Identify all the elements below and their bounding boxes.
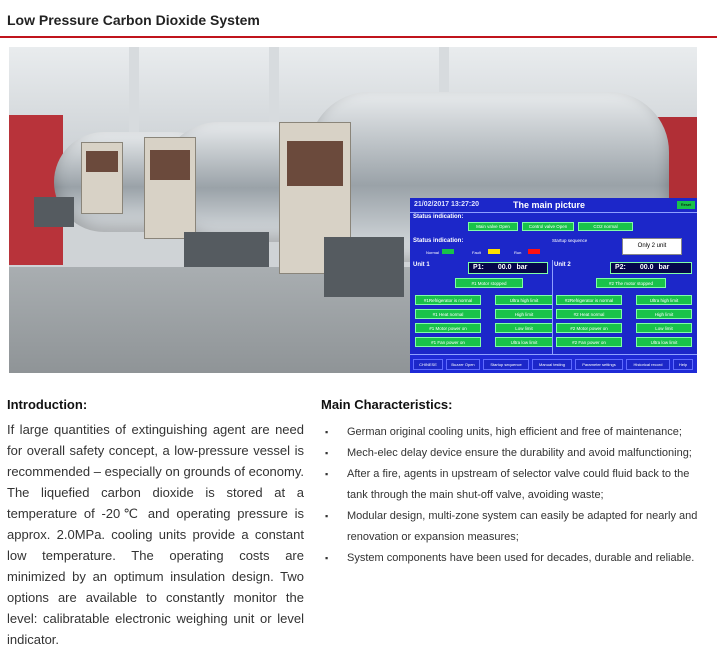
control-cabinet [144,137,196,239]
unit1-heat-status[interactable]: #1 Heat normal [415,309,481,319]
unit1-p-unit: bar [516,264,528,271]
bullet-icon: ▪ [325,448,329,458]
unit1-refrigerator-status[interactable]: #1Refrigerator is normal [415,295,481,305]
legend-normal-swatch [442,249,454,254]
unit1-p-value: 00.0 [497,264,512,271]
bullet-icon: ▪ [325,553,329,563]
status-indication-label-2: Status indication: [413,238,464,244]
list-item-text: German original cooling units, high efficient and free of maintenance; [347,426,682,438]
unit2-motor-status[interactable]: #2 The motor stopped [596,278,666,288]
cooling-unit [34,197,74,227]
legend-fault-label: Fault [472,250,481,255]
unit2-p-label: P2: [615,264,626,271]
characteristics-heading: Main Characteristics: [321,397,453,412]
parameter-settings-button[interactable]: Parameter settings [575,359,623,370]
unit1-ultra-low-limit[interactable]: Ultra low limit [495,337,553,347]
legend-normal-label: Normal [426,250,439,255]
list-item-text: Mech-elec delay device ensure the durability and avoid malfunctioning; [347,447,692,459]
unit2-p-unit: bar [658,264,670,271]
bullet-icon: ▪ [325,511,329,521]
historical-record-button[interactable]: Historical record [626,359,670,370]
list-item [321,506,701,548]
chinese-button[interactable]: CHINESE [413,359,443,370]
list-item-text: System components have been used for decades, durable and reliable. [347,552,695,564]
title-divider [0,36,717,38]
unit1-fan-power[interactable]: #1 Fan power on [415,337,481,347]
unit1-ultra-high-limit[interactable]: Ultra high limit [495,295,553,305]
unit2-motor-power[interactable]: #2 Motor power on [556,323,622,333]
hmi-footer [410,354,697,373]
unit2-ultra-low-limit[interactable]: Ultra low limit [636,337,692,347]
control-valve-status[interactable]: Control valve Open [522,222,574,231]
unit1-high-limit[interactable]: High limit [495,309,553,319]
hmi-screen [410,198,697,373]
startup-sequence-button[interactable]: Startup sequence [483,359,529,370]
main-valve-status[interactable]: Main valve Open [468,222,518,231]
list-item-text: After a fire, agents in upstream of selector valve could fluid back to the tank through the main shut-off valve, avoiding waste; [347,468,690,501]
legend-run-swatch [528,249,540,254]
cooling-unit [324,237,404,297]
unit2-ultra-high-limit[interactable]: Ultra high limit [636,295,692,305]
reset-button[interactable]: Reset [677,201,695,209]
hmi-header [410,198,697,213]
co2-status[interactable]: CO2 normal [578,222,633,231]
control-cabinet [81,142,123,214]
unit1-low-limit[interactable]: Low limit [495,323,553,333]
list-item [321,422,701,443]
only-unit-display[interactable]: Only 2 unit [622,238,682,255]
unit1-label: Unit 1 [413,262,430,268]
unit2-pressure [610,262,692,274]
unit1-motor-power[interactable]: #1 Motor power on [415,323,481,333]
legend-fault-swatch [488,249,500,254]
intro-heading: Introduction: [7,397,88,412]
characteristics-list [321,422,701,569]
list-item [321,443,701,464]
unit1-pressure [468,262,548,274]
hmi-title: The main picture [513,200,586,210]
unit2-low-limit[interactable]: Low limit [636,323,692,333]
help-button[interactable]: Help [673,359,693,370]
bullet-icon: ▪ [325,427,329,437]
page-title: Low Pressure Carbon Dioxide System [7,12,260,28]
unit2-fan-power[interactable]: #2 Fan power on [556,337,622,347]
list-item-text: Modular design, multi-zone system can easily be adapted for nearly and renovation or expansion measures; [347,510,698,543]
manual-testing-button[interactable]: Manual testing [532,359,572,370]
startup-sequence-label: Startup sequence [552,238,588,243]
hmi-datetime: 21/02/2017 13:27:20 [414,201,479,208]
unit2-heat-status[interactable]: #2 Heat normal [556,309,622,319]
unit2-refrigerator-status[interactable]: #2Refrigerator is normal [556,295,622,305]
unit1-motor-status[interactable]: #1 Motor stopped [455,278,523,288]
legend-run-label: Run [514,250,522,255]
unit2-p-value: 00.0 [639,264,654,271]
intro-text: If large quantities of extinguishing agent are need for overall safety concept, a low-pressure vessel is recommended – especially on grounds of economy. The liquefied carbon dioxide is stored at a temperature of -20℃ and operating pressure is approx. 2.0MPa. cooling units provide a constant low temperature. The operating costs are minimized by an optimum insulation design. Two options are available to constantly monitor the level: calibratable electronic weighing unit or level indicator. [7,422,304,647]
unit-divider [552,260,553,354]
cooling-unit [184,232,269,267]
unit2-high-limit[interactable]: High limit [636,309,692,319]
list-item [321,464,701,506]
status-indication-label: Status indication: [413,214,464,220]
bullet-icon: ▪ [325,469,329,479]
unit1-p-label: P1: [473,264,484,271]
list-item [321,548,701,569]
unit2-label: Unit 2 [554,262,571,268]
buzzer-button[interactable]: Buzzer Open [446,359,480,370]
